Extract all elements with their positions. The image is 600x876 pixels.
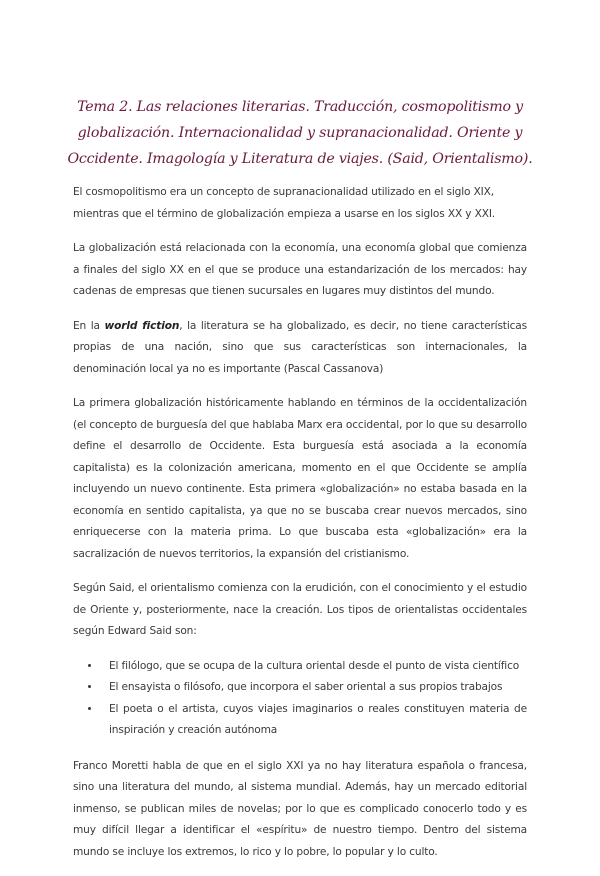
list-item: • El filólogo, que se ocupa de la cultura oriental desde el punto de vista científico bbox=[101, 656, 527, 678]
document-page bbox=[67, 94, 533, 876]
paragraph-world-fiction bbox=[73, 316, 527, 381]
list-item: • El poeta o el artista, cuyos viajes imaginarios o reales constituyen materia de inspiración y creación autónoma bbox=[101, 699, 527, 742]
paragraph-cosmopolitismo: El cosmopolitismo era un concepto de supranacionalidad utilizado en el siglo XIX, mientras que el término de globalización empieza a usarse en los siglos XX y XXI. bbox=[73, 186, 496, 220]
text: En la bbox=[73, 319, 105, 332]
document-title: Tema 2. Las relaciones literarias. Traducción, cosmopolitismo y globalización. Internacionalidad y supranacionalidad. Oriente y Occidente. Imagología y Literatura de viajes. (Said, Orientalismo). bbox=[67, 99, 533, 167]
list-item: • El ensayista o filósofo, que incorpora el saber oriental a sus propios trabajos bbox=[101, 677, 527, 699]
paragraph-primera-globalizacion: La primera globalización históricamente hablando en términos de la occidentalización (el concepto de burguesía del que hablaba Marx era occidental, por lo que su desarrollo define el desarrollo de Occidente. Esta burguesía está asociada a la economía capitalista) es la colonización americana, momento en el que Occidente se amplía incluyendo un nuevo continente. Esta primera «globalización» no estaba basada en la economía en sentido capitalista, ya que no se buscaba crear nuevos mercados, sino enriquecerse con la materia prima. Lo que buscaba esta «globalización» era la sacralización de nuevos territorios, la expansión del cristianismo. bbox=[73, 397, 527, 560]
paragraph-globalizacion: La globalización está relacionada con la economía, una economía global que comienza a finales del siglo XX en el que se produce una estandarización de los mercados: hay cadenas de empresas que tienen sucursales en lugares muy distintos del mundo. bbox=[73, 242, 527, 297]
bold-term: world fiction bbox=[104, 319, 180, 332]
paragraph-moretti: Franco Moretti habla de que en el siglo XXI ya no hay literatura española o francesa, sino una literatura del mundo, al sistema mundial. Además, hay un mercado editorial inmenso, se publican miles de novelas; por lo que es complicado conocerlo todo y es muy difícil llegar a identificar el «espíritu» de nuestro tiempo. Dentro del sistema mundo se incluye los extremos, lo rico y lo pobre, lo popular y lo culto. bbox=[73, 759, 527, 858]
orientalist-types-list bbox=[73, 656, 527, 742]
text: , la literatura se ha globalizado, es decir, no tiene características propias de una nación, sino que sus características son internacionales, la denominación local ya no es importante (Pascal Cassanova) bbox=[73, 319, 527, 375]
paragraph-said: Según Said, el orientalismo comienza con la erudición, con el conocimiento y el estudio de Oriente y, posteriormente, nace la creación. Los tipos de orientalistas occidentales según Edward Said son: bbox=[73, 582, 527, 637]
